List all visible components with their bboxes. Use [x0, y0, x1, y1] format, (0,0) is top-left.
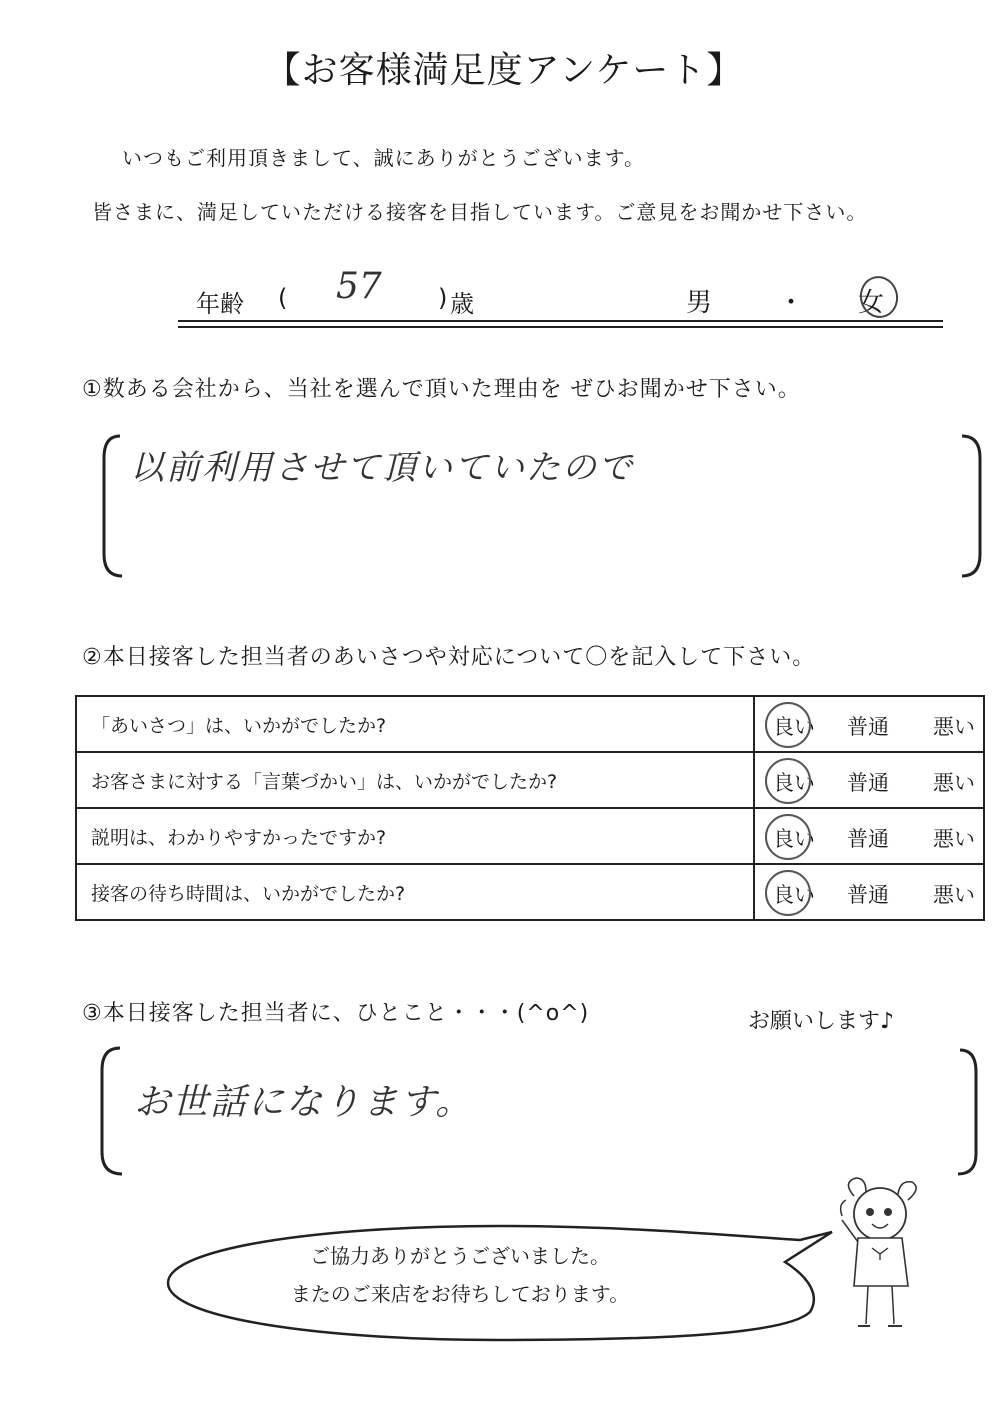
rating-option[interactable]: 良い — [773, 827, 815, 851]
rating-options — [754, 696, 984, 752]
q1-answer[interactable]: 以前利用させて頂いていたので — [130, 448, 634, 488]
age-open-paren: ( — [278, 284, 288, 312]
rating-option[interactable]: 良い — [773, 715, 815, 739]
rating-question: 接客の待ち時間は、いかがでしたか? — [76, 864, 754, 920]
rating-selected-circle — [765, 758, 811, 804]
age-value[interactable]: 57 — [336, 266, 382, 307]
rating-question: 「あいさつ」は、いかがでしたか? — [76, 696, 754, 752]
divider-line-bottom — [178, 326, 943, 328]
age-suffix: 歳 — [450, 290, 474, 318]
q2-question: ②本日接客した担当者のあいさつや対応について〇を記入して下さい。 — [82, 645, 816, 670]
rating-option[interactable]: 普通 — [847, 771, 889, 795]
age-close-paren: ) — [438, 284, 448, 312]
rating-option[interactable]: 普通 — [847, 715, 889, 739]
gender-female[interactable]: 女 — [858, 288, 885, 318]
intro-line-1: いつもご利用頂きまして、誠にありがとうございます。 — [122, 146, 645, 170]
gender-male[interactable]: 男 — [686, 288, 713, 318]
survey-title: 【お客様満足度アンケート】 — [264, 50, 744, 91]
rating-options — [754, 864, 984, 920]
rating-option[interactable]: 良い — [773, 771, 815, 795]
table-row — [76, 808, 984, 864]
rating-option[interactable]: 悪い — [933, 715, 975, 739]
rating-option[interactable]: 悪い — [933, 827, 975, 851]
rating-selected-circle — [765, 702, 811, 748]
table-row — [76, 864, 984, 920]
rating-option[interactable]: 普通 — [847, 827, 889, 851]
q3-answer[interactable]: お世話になります。 — [134, 1082, 474, 1123]
rating-options — [754, 752, 984, 808]
rating-question: 説明は、わかりやすかったですか? — [76, 808, 754, 864]
rating-option[interactable]: 悪い — [933, 771, 975, 795]
q3-question: ③本日接客した担当者に、ひとこと・・・(^o^) — [82, 1001, 590, 1026]
q1-question: ①数ある会社から、当社を選んで頂いた理由を ぜひお聞かせ下さい。 — [82, 377, 801, 402]
rating-option[interactable]: 普通 — [847, 883, 889, 907]
rating-options — [754, 808, 984, 864]
rating-table — [75, 695, 985, 921]
closing-line-1: ご協力ありがとうございました。 — [310, 1244, 610, 1268]
rating-selected-circle — [765, 814, 811, 860]
q3-request: お願いします♪ — [748, 1009, 895, 1034]
table-row — [76, 696, 984, 752]
intro-line-2: 皆さまに、満足していただける接客を目指しています。ご意見をお聞かせ下さい。 — [92, 200, 868, 224]
rating-option[interactable]: 悪い — [933, 883, 975, 907]
mascot-illustration — [826, 1176, 936, 1336]
divider-line-top — [178, 320, 943, 322]
gender-separator: ・ — [778, 288, 805, 318]
rating-option[interactable]: 良い — [773, 883, 815, 907]
rating-selected-circle — [765, 870, 811, 916]
table-row — [76, 752, 984, 808]
age-label: 年齢 — [196, 290, 244, 318]
closing-line-2: またのご来店をお待ちしております。 — [290, 1282, 630, 1306]
rating-question: お客さまに対する「言葉づかい」は、いかがでしたか? — [76, 752, 754, 808]
